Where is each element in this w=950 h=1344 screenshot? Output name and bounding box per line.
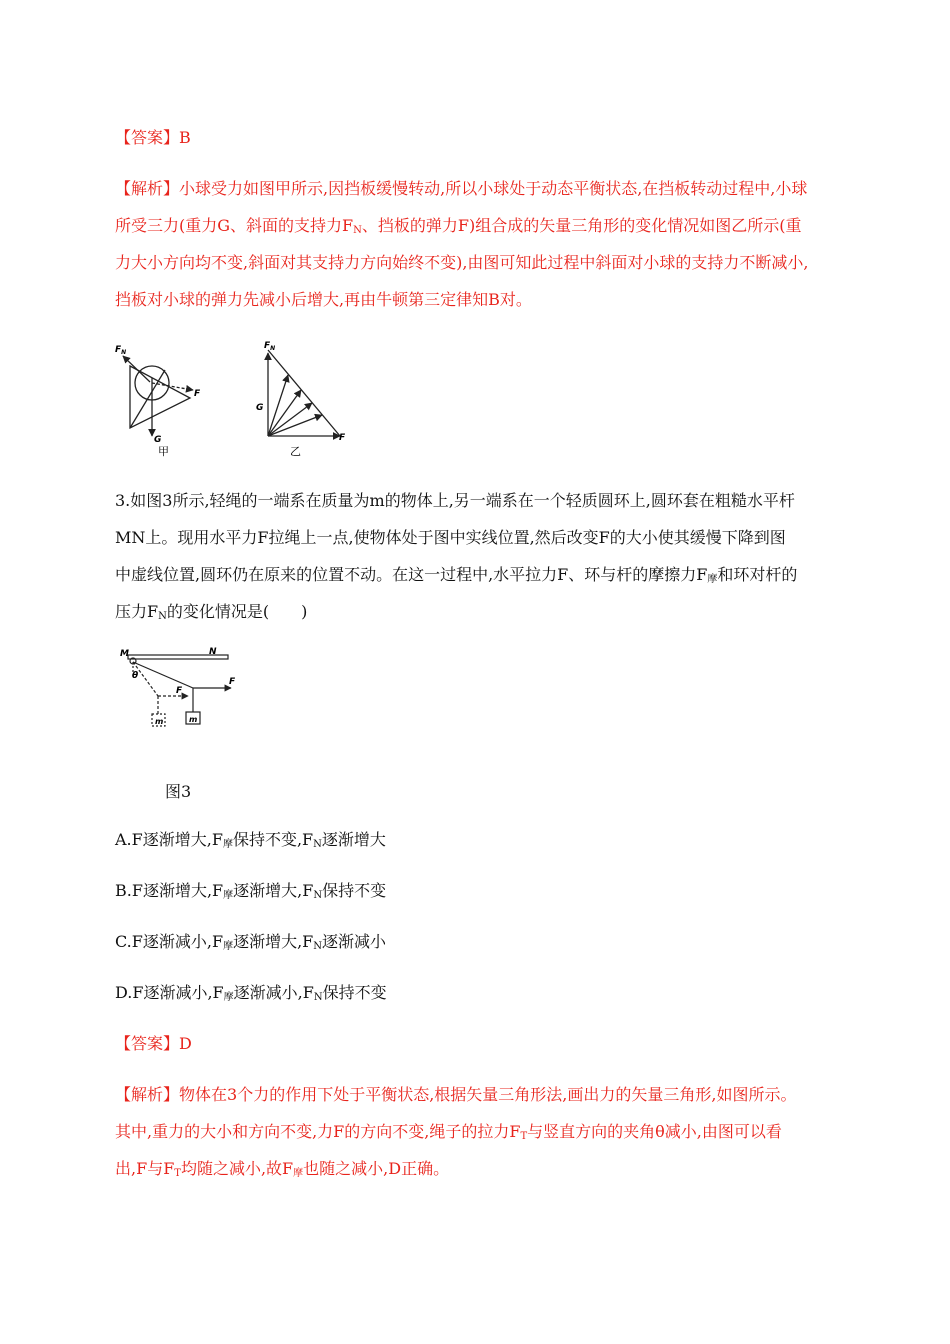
figure-3-caption: 图3 [165, 782, 192, 801]
subscript: 摩 [293, 1168, 304, 1179]
analysis-label: 【解析】 [115, 1085, 180, 1104]
vector-hypotenuse [268, 350, 340, 436]
label-G: G [154, 435, 162, 445]
question-text: 中虚线位置,圆环仍在原来的位置不动。在这一过程中,水平拉力F、环与杆的摩擦力F [115, 565, 708, 584]
incline-triangle [130, 366, 190, 428]
label-M: M [120, 649, 129, 659]
answer-1 [115, 128, 191, 148]
analysis-text: 其中,重力的大小和方向不变,力F的方向不变,绳子的拉力F [115, 1122, 521, 1141]
label-m-dashed: m [155, 717, 164, 726]
analysis-text: 小球受力如图甲所示,因挡板缓慢转动,所以小球处于动态平衡状态,在挡板转动过程中,小球 [179, 179, 808, 198]
answer-value: B [179, 128, 191, 147]
caption-jia: 甲 [158, 445, 169, 458]
option-a: A.F逐渐增大$,F_摩$保持不变$,F_N$逐渐增大 [115, 830, 386, 850]
caption-yi: 乙 [290, 445, 301, 458]
figure-jia [105, 338, 215, 463]
label-F: F [339, 433, 346, 443]
analysis-text: 力大小方向均不变,斜面对其支持力方向始终不变),由图可知此过程中斜面对小球的支持力不断减小, [115, 253, 809, 272]
subscript: N [158, 611, 167, 622]
label-m-solid: m [189, 715, 198, 724]
label-F-solid: F [229, 677, 236, 687]
label-G: G [256, 403, 264, 413]
vector-ray-1 [268, 375, 288, 436]
answer-2 [115, 1034, 192, 1054]
question-text: 的变化情况是( ) [166, 602, 308, 621]
label-FN: $F_N$ [264, 341, 276, 352]
question-text: 和环对杆的 [717, 565, 798, 584]
question-text: MN上。现用水平力F拉绳上一点,使物体处于图中实线位置,然后改变F的大小使其缓慢下降到图 [115, 528, 786, 547]
question-text: 压力F [115, 602, 159, 621]
analysis-text: 与竖直方向的夹角θ减小,由图可以看 [527, 1122, 782, 1141]
analysis-text: 挡板对小球的弹力先减小后增大,再由牛顿第三定律知B对。 [115, 290, 532, 309]
subscript: T [520, 1131, 528, 1142]
label-N: N [209, 647, 217, 657]
question-text: 3.如图3所示,轻绳的一端系在质量为m的物体上,另一端系在一个轻质圆环上,圆环套在粗糙水平杆 [115, 491, 795, 510]
label-theta: θ [132, 671, 139, 681]
analysis-label: 【解析】 [115, 179, 180, 198]
subscript: N [353, 225, 362, 236]
label-F-dashed: F [176, 686, 183, 696]
label-FN: $F_N$ [115, 345, 127, 356]
analysis-text: 出,F与F [115, 1159, 175, 1178]
subscript: 摩 [707, 574, 718, 585]
analysis-text: 所受三力(重力G、斜面的支持力F [115, 216, 354, 235]
analysis-text: 、挡板的弹力F)组合成的矢量三角形的变化情况如图乙所示(重 [361, 216, 802, 235]
figure-3 [118, 644, 248, 736]
vector-ray-3 [268, 403, 312, 436]
analysis-text: 也随之减小,D正确。 [303, 1159, 450, 1178]
subscript: T [174, 1168, 181, 1179]
option-d: D.F逐渐减小$,F_摩$逐渐减小$,F_N$保持不变 [115, 983, 387, 1003]
option-b: B.F逐渐增大$,F_摩$逐渐增大$,F_N$保持不变 [115, 881, 387, 901]
answer-value: D [179, 1034, 192, 1053]
analysis-text: 均随之减小,故F [180, 1159, 294, 1178]
answer-label: 【答案】 [115, 1034, 180, 1053]
analysis-text: 物体在3个力的作用下处于平衡状态,根据矢量三角形法,画出力的矢量三角形,如图所示。 [179, 1085, 797, 1104]
force-FN-arrow [123, 356, 150, 382]
figure-yi [250, 338, 360, 463]
label-F: F [194, 389, 201, 399]
option-c: C.F逐渐减小$,F_摩$逐渐增大$,F_N$逐渐减小 [115, 932, 387, 952]
answer-label: 【答案】 [115, 128, 180, 147]
